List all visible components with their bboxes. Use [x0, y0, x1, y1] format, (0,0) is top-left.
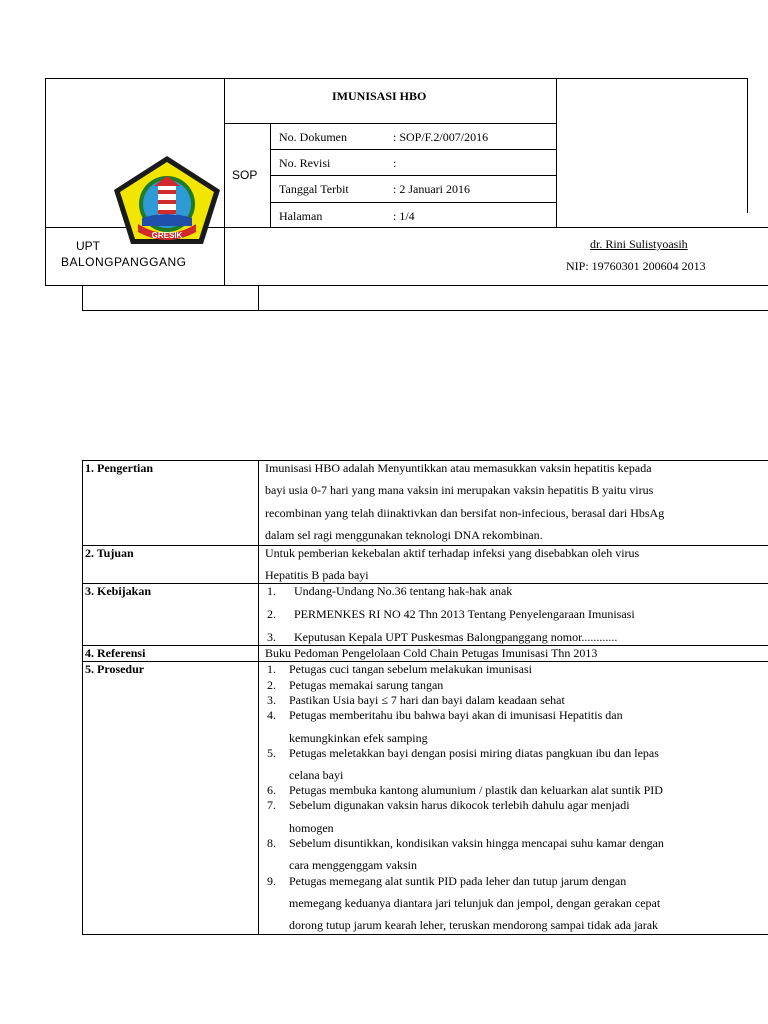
doc-field-label: Halaman — [279, 209, 323, 223]
doc-field-value: : SOP/F.2/007/2016 — [393, 130, 489, 144]
section-text-line: Hepatitis B pada bayi — [265, 568, 369, 582]
list-item: Sebelum disuntikkan, kondisikan vaksin hingga mencapai suhu kamar dengan — [289, 836, 664, 850]
logo-text: GRESIK — [151, 231, 183, 240]
section-heading: 1. Pengertian — [85, 461, 153, 475]
list-item: PERMENKES RI NO 42 Thn 2013 Tentang Penyelengaraan Imunisasi — [294, 607, 635, 621]
section-text-line: recombinan yang telah diinaktivkan dan bersifat non-infecious, berasal dari HbsAg — [265, 506, 665, 520]
list-item-continuation: homogen — [289, 821, 334, 835]
list-item-continuation: cara menggenggam vaksin — [289, 858, 417, 872]
list-number: 2. — [267, 678, 276, 692]
list-item: Pastikan Usia bayi ≤ 7 hari dan bayi dalam keadaan sehat — [289, 693, 565, 707]
list-number: 7. — [267, 798, 276, 812]
list-item: Sebelum digunakan vaksin harus dikocok terlebih dahulu agar menjadi — [289, 798, 630, 812]
list-number: 3. — [267, 630, 276, 644]
signer-name: dr. Rini Sulistyoasih — [590, 237, 688, 251]
list-item: Petugas memakai sarung tangan — [289, 678, 444, 692]
list-item: Petugas cuci tangan sebelum melakukan imunisasi — [289, 662, 532, 676]
sop-label: SOP — [232, 168, 258, 182]
list-item: Petugas memberitahu ibu bahwa bayi akan di imunisasi Hepatitis dan — [289, 708, 623, 722]
list-item: Petugas meletakkan bayi dengan posisi miring diatas pangkuan ibu dan lepas — [289, 746, 659, 760]
doc-field-value: : 2 Januari 2016 — [393, 182, 470, 196]
section-text-line: Buku Pedoman Pengelolaan Cold Chain Petugas Imunisasi Thn 2013 — [265, 646, 598, 660]
doc-field-value: : — [393, 156, 397, 170]
section-heading: 5. Prosedur — [85, 662, 145, 676]
doc-field-value: : 1/4 — [393, 209, 415, 223]
list-number: 9. — [267, 874, 276, 888]
doc-field-label: No. Dokumen — [279, 130, 347, 144]
section-heading: 3. Kebijakan — [85, 584, 152, 598]
list-number: 3. — [267, 693, 276, 707]
list-item-continuation: kemungkinkan efek samping — [289, 731, 428, 745]
document-title: IMUNISASI HBO — [332, 89, 427, 103]
section-text-line: bayi usia 0-7 hari yang mana vaksin ini merupakan vaksin hepatitis B yaitu virus — [265, 483, 654, 497]
list-number: 5. — [267, 746, 276, 760]
org-line-1: UPT — [76, 239, 100, 253]
section-heading: 4. Referensi — [85, 646, 146, 660]
doc-field-label: Tanggal Terbit — [279, 182, 349, 196]
section-text-line: Imunisasi HBO adalah Menyuntikkan atau memasukkan vaksin hepatitis kepada — [265, 461, 652, 475]
list-item: Keputusan Kepala UPT Puskesmas Balongpanggang nomor............ — [294, 630, 618, 644]
section-text-line: dalam sel ragi menggunakan teknologi DNA rekombinan. — [265, 528, 543, 542]
list-number: 8. — [267, 836, 276, 850]
doc-field-label: No. Revisi — [279, 156, 331, 170]
list-item-continuation: memegang keduanya diantara jari telunjuk dan jempol, dengan gerakan cepat — [289, 896, 661, 910]
list-number: 1. — [267, 662, 276, 676]
section-heading: 2. Tujuan — [85, 546, 134, 560]
list-number: 2. — [267, 607, 276, 621]
list-number: 1. — [267, 584, 276, 598]
list-item-continuation: dorong tutup jarum kearah leher, teruskan mendorong sampai tidak ada jarak — [289, 918, 659, 932]
list-item: Petugas memegang alat suntik PID pada leher dan tutup jarum dengan — [289, 874, 627, 888]
list-item: Undang-Undang No.36 tentang hak-hak anak — [294, 584, 513, 598]
gresik-logo — [108, 152, 226, 248]
list-item-continuation: celana bayi — [289, 768, 344, 782]
list-number: 6. — [267, 783, 276, 797]
org-line-2: BALONGPANGGANG — [61, 255, 187, 269]
list-item: Petugas membuka kantong alumunium / plastik dan keluarkan alat suntik PID — [289, 783, 663, 797]
section-text-line: Untuk pemberian kekebalan aktif terhadap infeksi yang disebabkan oleh virus — [265, 546, 640, 560]
list-number: 4. — [267, 708, 276, 722]
signer-nip: NIP: 19760301 200604 2013 — [566, 259, 706, 273]
